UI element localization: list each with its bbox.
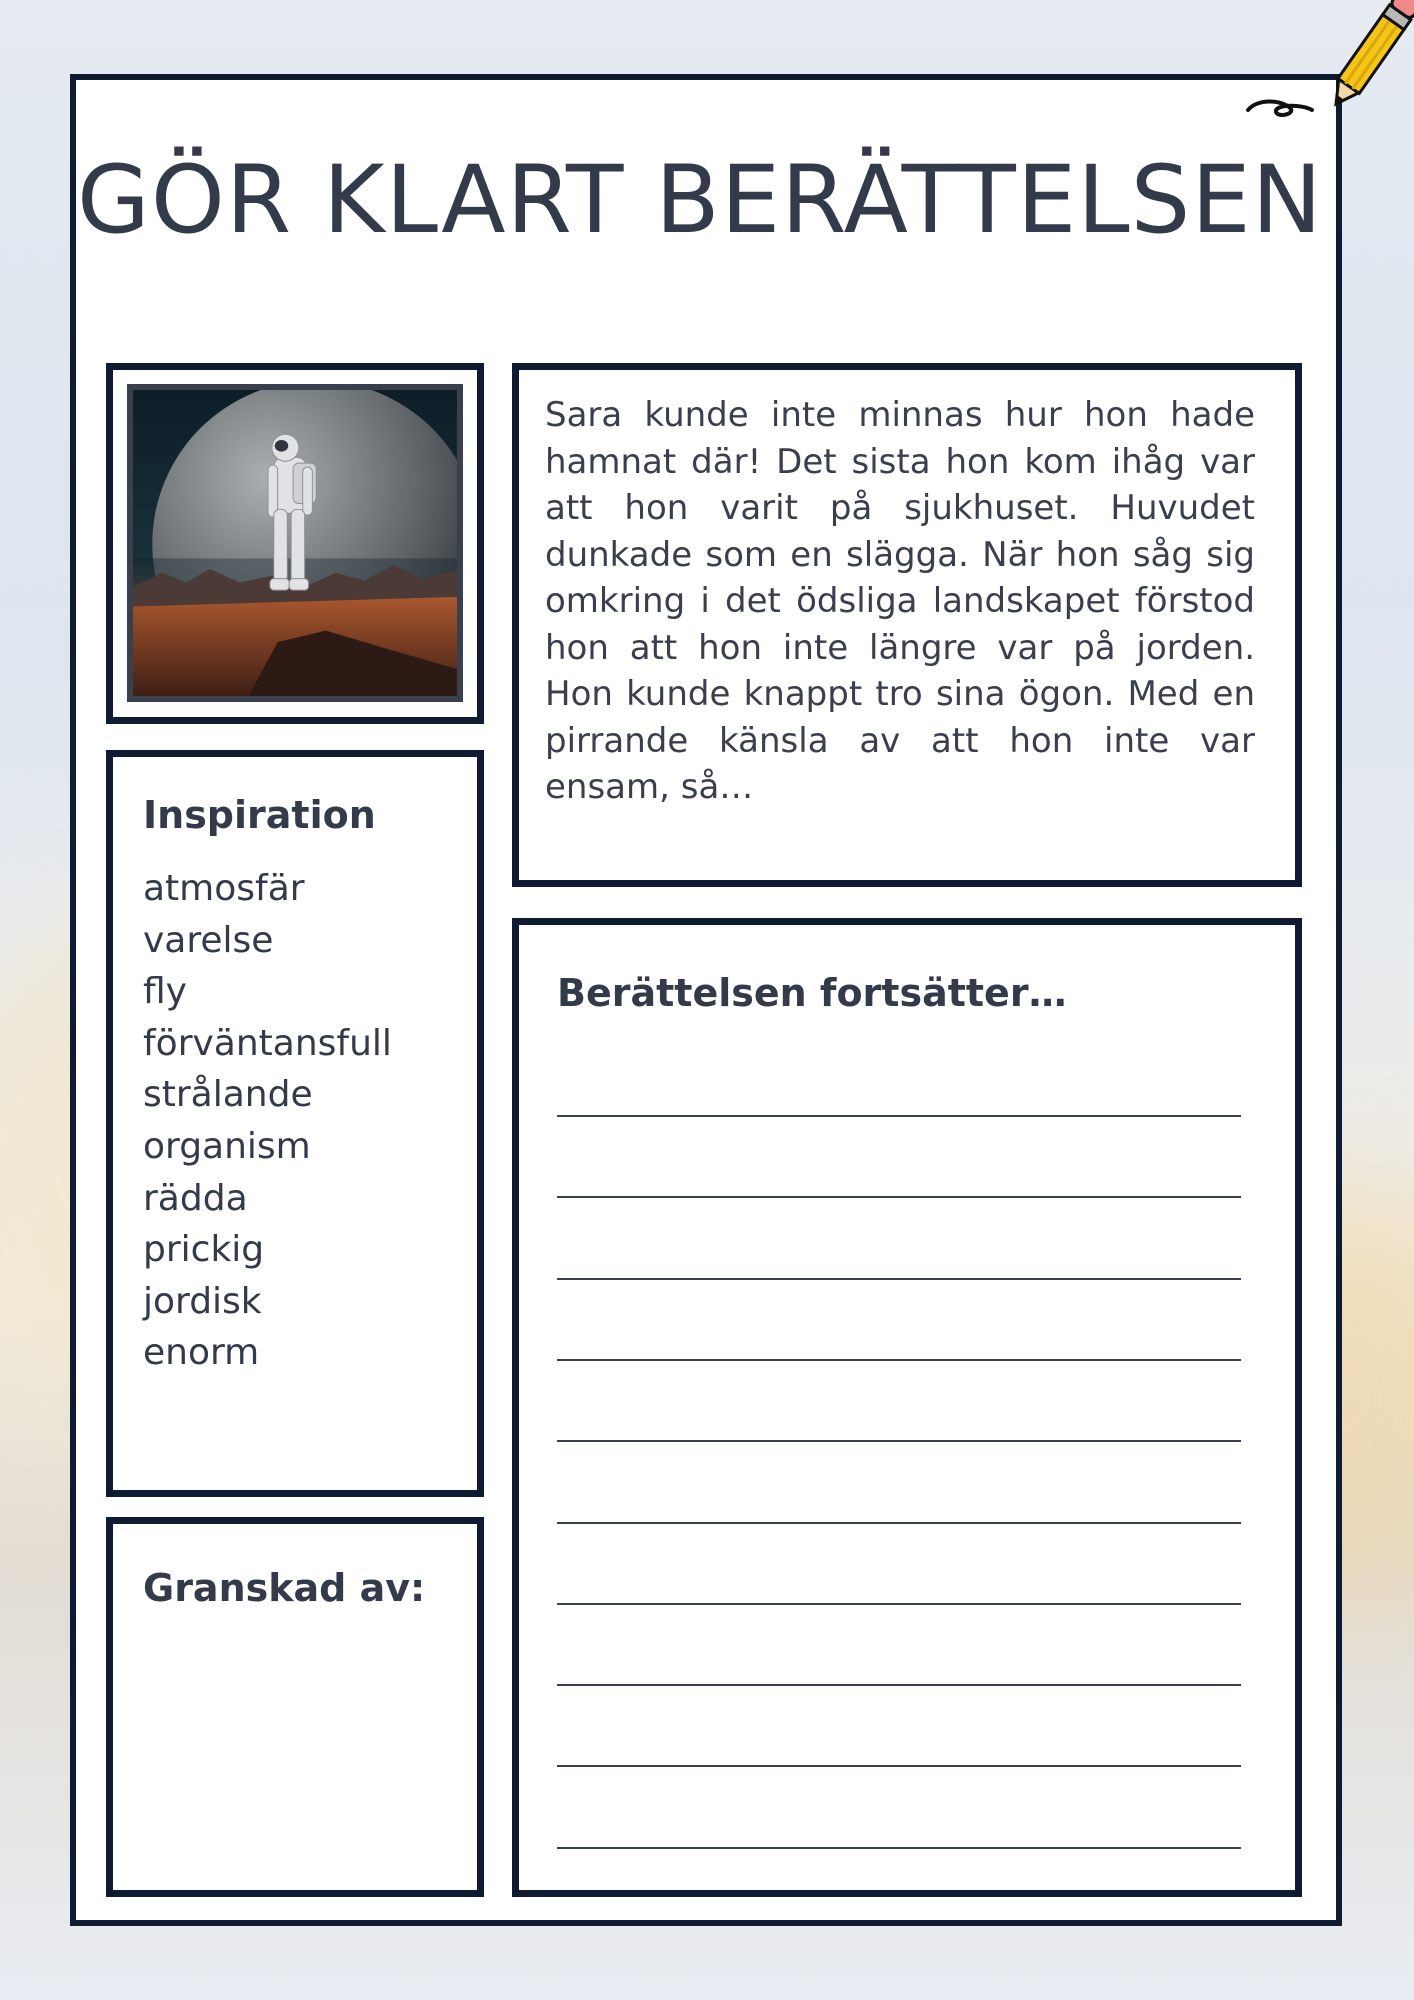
inspiration-word: strålande [143, 1074, 313, 1116]
writing-line [557, 1603, 1241, 1605]
reviewed-by-heading: Granskad av: [143, 1566, 426, 1610]
inspiration-word: jordisk [143, 1280, 262, 1322]
writing-line [557, 1196, 1241, 1198]
astronaut-illustration [127, 384, 463, 702]
inspiration-word-list [143, 863, 392, 1379]
inspiration-box [106, 750, 484, 1497]
inspiration-word: atmosfär [143, 868, 305, 909]
writing-line [557, 1847, 1241, 1849]
story-prompt-box [512, 363, 1302, 887]
inspiration-word: fly [143, 971, 187, 1013]
inspiration-word: enorm [143, 1332, 260, 1374]
inspiration-word: prickig [143, 1229, 265, 1271]
inspiration-word: organism [143, 1125, 311, 1167]
reviewed-by-box [106, 1517, 484, 1897]
writing-line [557, 1278, 1241, 1280]
worksheet-page [70, 74, 1342, 1926]
inspiration-heading: Inspiration [143, 793, 376, 837]
writing-line [557, 1522, 1241, 1524]
inspiration-word: rädda [143, 1177, 248, 1219]
continuation-box [512, 918, 1302, 1897]
writing-line [557, 1440, 1241, 1442]
inspiration-word: förväntansfull [143, 1022, 392, 1064]
illustration-frame [106, 363, 484, 724]
writing-line [557, 1359, 1241, 1361]
inspiration-word: varelse [143, 919, 274, 961]
writing-line [557, 1765, 1241, 1767]
continuation-heading: Berättelsen fortsätter… [557, 971, 1067, 1015]
page-title: GÖR KLART BERÄTTELSEN [77, 146, 1323, 255]
writing-line [557, 1115, 1241, 1117]
pencil-icon [1240, 0, 1414, 130]
story-prompt-text: Sara kunde inte minnas hur hon hade hamnat där! Det sista hon kom ihåg var att hon varit på sjukhuset. Huvudet dunkade som en slägga. När hon såg sig omkring i det ödsliga landskapet förstod hon att hon inte längre var på jorden. Hon kunde knappt tro sina ögon. Med en pirrande känsla av att hon inte var ensam, så… [545, 395, 1255, 807]
writing-line [557, 1684, 1241, 1686]
